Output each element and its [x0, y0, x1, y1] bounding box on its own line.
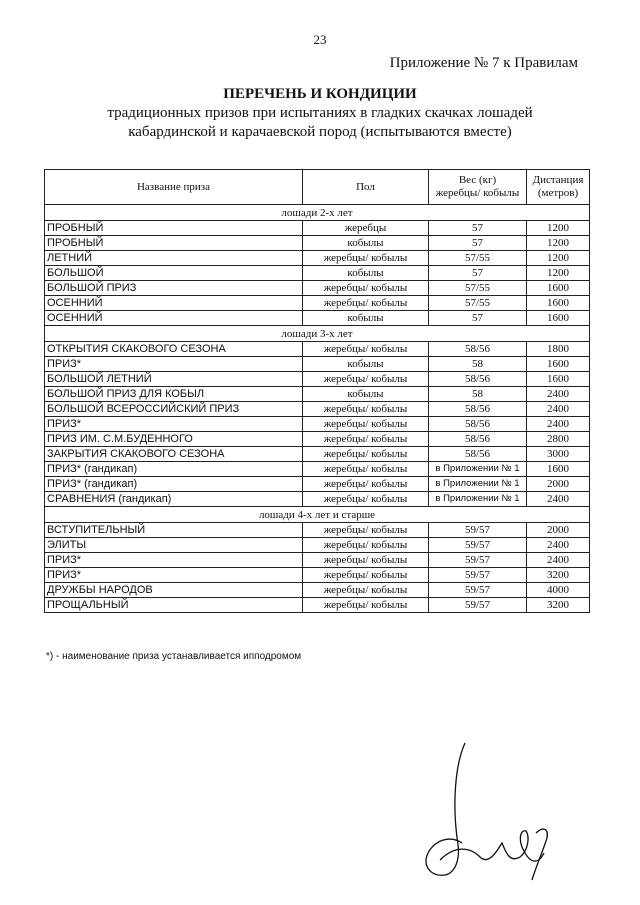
weight-cell: 57/55 [429, 296, 527, 311]
distance-cell: 1800 [527, 342, 590, 357]
prize-name-cell: ОСЕННИЙ [45, 311, 303, 326]
distance-cell: 2800 [527, 432, 590, 447]
distance-cell: 3200 [527, 568, 590, 583]
weight-cell: в Приложении № 1 [429, 492, 527, 507]
prize-name-cell: ЗАКРЫТИЯ СКАКОВОГО СЕЗОНА [45, 447, 303, 462]
sex-cell: жеребцы/ кобылы [303, 447, 429, 462]
table-row [45, 538, 590, 553]
age-group-label: лошади 2-х лет [45, 205, 590, 221]
weight-cell: 58/56 [429, 342, 527, 357]
weight-cell: 59/57 [429, 598, 527, 613]
prize-name-cell: БОЛЬШОЙ ВСЕРОССИЙСКИЙ ПРИЗ [45, 402, 303, 417]
sex-cell: жеребцы/ кобылы [303, 296, 429, 311]
sex-cell: кобылы [303, 311, 429, 326]
weight-cell: 58 [429, 387, 527, 402]
table-row [45, 492, 590, 507]
table-row [45, 236, 590, 251]
table-body [45, 205, 590, 613]
distance-cell: 3200 [527, 598, 590, 613]
distance-cell: 2000 [527, 523, 590, 538]
weight-cell: в Приложении № 1 [429, 477, 527, 492]
table-row [45, 553, 590, 568]
sex-cell: жеребцы/ кобылы [303, 402, 429, 417]
prize-name-cell: ЛЕТНИЙ [45, 251, 303, 266]
age-group-label: лошади 4-х лет и старше [45, 507, 590, 523]
page-number: 23 [313, 32, 327, 47]
age-group-row [45, 507, 590, 523]
prize-name-cell: ПРИЗ* [45, 568, 303, 583]
weight-cell: 58/56 [429, 417, 527, 432]
table-row [45, 387, 590, 402]
table-row [45, 417, 590, 432]
prize-name-cell: СРАВНЕНИЯ (гандикап) [45, 492, 303, 507]
distance-cell: 2400 [527, 387, 590, 402]
table-row [45, 402, 590, 417]
subtitle-line-2: кабардинской и карачаевской пород (испытываются вместе) [128, 124, 512, 140]
distance-cell: 2400 [527, 538, 590, 553]
prize-name-cell: ОСЕННИЙ [45, 296, 303, 311]
table-row [45, 598, 590, 613]
distance-cell: 3000 [527, 447, 590, 462]
sex-cell: жеребцы/ кобылы [303, 372, 429, 387]
prize-name-cell: БОЛЬШОЙ ПРИЗ ДЛЯ КОБЫЛ [45, 387, 303, 402]
table-row [45, 477, 590, 492]
header-distance-line1: Дистанция [532, 174, 584, 186]
weight-cell: 58/56 [429, 432, 527, 447]
table-row [45, 568, 590, 583]
distance-cell: 2400 [527, 402, 590, 417]
table-row [45, 311, 590, 326]
weight-cell: 58/56 [429, 447, 527, 462]
sex-cell: жеребцы/ кобылы [303, 432, 429, 447]
sex-cell: жеребцы/ кобылы [303, 462, 429, 477]
header-weight-line1: Вес (кг) [458, 174, 497, 186]
distance-cell: 1600 [527, 311, 590, 326]
prize-name-cell: ПРОЩАЛЬНЫЙ [45, 598, 303, 613]
prize-name-cell: ОТКРЫТИЯ СКАКОВОГО СЕЗОНА [45, 342, 303, 357]
sex-cell: кобылы [303, 387, 429, 402]
prize-name-cell: ПРИЗ ИМ. С.М.БУДЕННОГО [45, 432, 303, 447]
header-weight [429, 170, 527, 205]
prize-name-cell: ПРИЗ* [45, 357, 303, 372]
weight-cell: 57 [429, 221, 527, 236]
prize-name-cell: ПРИЗ* (гандикап) [45, 477, 303, 492]
age-group-row [45, 326, 590, 342]
table-row [45, 583, 590, 598]
weight-cell: 59/57 [429, 568, 527, 583]
weight-cell: 57 [429, 266, 527, 281]
distance-cell: 1600 [527, 372, 590, 387]
distance-cell: 2400 [527, 417, 590, 432]
weight-cell: 57 [429, 311, 527, 326]
distance-cell: 1200 [527, 236, 590, 251]
table-row [45, 251, 590, 266]
sex-cell: жеребцы/ кобылы [303, 492, 429, 507]
weight-cell: 58 [429, 357, 527, 372]
sex-cell: жеребцы/ кобылы [303, 281, 429, 296]
distance-cell: 1200 [527, 251, 590, 266]
distance-cell: 1200 [527, 266, 590, 281]
sex-cell: кобылы [303, 266, 429, 281]
handwritten-signature [410, 735, 560, 885]
weight-cell: в Приложении № 1 [429, 462, 527, 477]
distance-cell: 1600 [527, 281, 590, 296]
sex-cell: жеребцы [303, 221, 429, 236]
table-row [45, 372, 590, 387]
header-weight-line2: жеребцы/ кобылы [435, 187, 520, 199]
weight-cell: 59/57 [429, 523, 527, 538]
sex-cell: жеребцы/ кобылы [303, 583, 429, 598]
sex-cell: жеребцы/ кобылы [303, 598, 429, 613]
table-row [45, 296, 590, 311]
distance-cell: 1600 [527, 462, 590, 477]
sex-cell: жеребцы/ кобылы [303, 568, 429, 583]
sex-cell: жеребцы/ кобылы [303, 417, 429, 432]
sex-cell: жеребцы/ кобылы [303, 342, 429, 357]
table-row [45, 432, 590, 447]
distance-cell: 2000 [527, 477, 590, 492]
footnote: *) - наименование приза устанавливается ипподромом [46, 651, 302, 662]
prize-name-cell: БОЛЬШОЙ [45, 266, 303, 281]
distance-cell: 2400 [527, 553, 590, 568]
sex-cell: жеребцы/ кобылы [303, 523, 429, 538]
prize-name-cell: ПРИЗ* [45, 553, 303, 568]
age-group-row [45, 205, 590, 221]
document-title: ПЕРЕЧЕНЬ И КОНДИЦИИ [223, 86, 417, 102]
prize-name-cell: ПРОБНЫЙ [45, 236, 303, 251]
sex-cell: жеребцы/ кобылы [303, 477, 429, 492]
weight-cell: 58/56 [429, 372, 527, 387]
prize-name-cell: ЭЛИТЫ [45, 538, 303, 553]
table-row [45, 357, 590, 372]
distance-cell: 1600 [527, 357, 590, 372]
header-distance-line2: (метров) [537, 187, 579, 199]
table-row [45, 447, 590, 462]
weight-cell: 59/57 [429, 538, 527, 553]
table-row [45, 523, 590, 538]
header-name: Название приза [45, 170, 303, 205]
distance-cell: 4000 [527, 583, 590, 598]
prizes-table [44, 169, 590, 613]
prize-name-cell: БОЛЬШОЙ ПРИЗ [45, 281, 303, 296]
table-header-row [45, 170, 590, 205]
sex-cell: кобылы [303, 236, 429, 251]
sex-cell: жеребцы/ кобылы [303, 538, 429, 553]
weight-cell: 57 [429, 236, 527, 251]
prize-name-cell: ДРУЖБЫ НАРОДОВ [45, 583, 303, 598]
prize-name-cell: ВСТУПИТЕЛЬНЫЙ [45, 523, 303, 538]
header-sex: Пол [303, 170, 429, 205]
table-row [45, 462, 590, 477]
weight-cell: 58/56 [429, 402, 527, 417]
weight-cell: 57/55 [429, 251, 527, 266]
age-group-label: лошади 3-х лет [45, 326, 590, 342]
prize-name-cell: ПРИЗ* [45, 417, 303, 432]
appendix-reference: Приложение № 7 к Правилам [389, 55, 578, 71]
weight-cell: 59/57 [429, 553, 527, 568]
prize-name-cell: БОЛЬШОЙ ЛЕТНИЙ [45, 372, 303, 387]
prize-name-cell: ПРИЗ* (гандикап) [45, 462, 303, 477]
table-row [45, 281, 590, 296]
header-distance [527, 170, 590, 205]
sex-cell: жеребцы/ кобылы [303, 553, 429, 568]
distance-cell: 1600 [527, 296, 590, 311]
weight-cell: 57/55 [429, 281, 527, 296]
table-row [45, 221, 590, 236]
sex-cell: кобылы [303, 357, 429, 372]
distance-cell: 2400 [527, 492, 590, 507]
weight-cell: 59/57 [429, 583, 527, 598]
table-row [45, 342, 590, 357]
prize-name-cell: ПРОБНЫЙ [45, 221, 303, 236]
table-row [45, 266, 590, 281]
sex-cell: жеребцы/ кобылы [303, 251, 429, 266]
distance-cell: 1200 [527, 221, 590, 236]
document-subtitle [0, 104, 640, 142]
subtitle-line-1: традиционных призов при испытаниях в гладких скачках лошадей [107, 105, 533, 121]
